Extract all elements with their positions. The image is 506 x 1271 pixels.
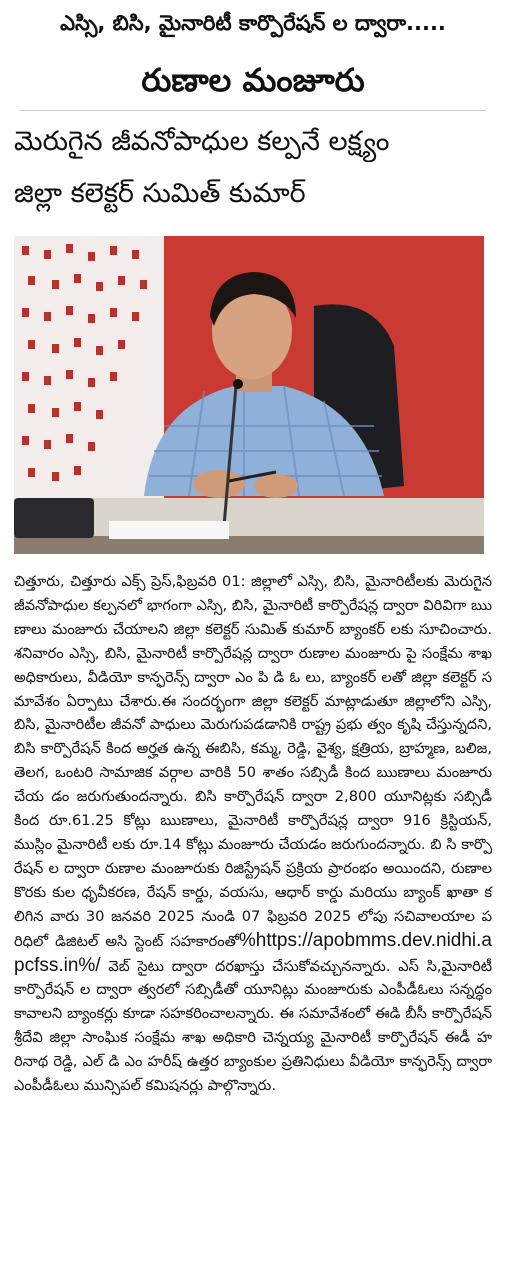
article-body-part2: వెబ్ సైటు ద్వారా దరఖాస్తు చేసుకోవచ్చునన్నారు. ఎస్ సి,మైనారిటీ కార్పొరేషన్ ల ద్వారా త్వరలో సబ్సిడీతో యూనిట్లు మంజూరుకు ఎంపీడీఓలు సన్నద్ధం కావాలని బ్యాంకర్లు కూడా సహకరించాలన్నారు. ఈ సమావేశంలో ఈడి బీసీ కార్పొరేషన్ శ్రీదేవి జిల్లా సాంఘిక సంక్షేమ శాఖ అధికారి చెన్నయ్య మైనారిటీ కార్పొరేషన్ ఈడీ హరినాథ రెడ్డి, ఎల్ డి ఎం హరీష్ ఉత్తర బ్యాంకుల ప్రతినిధులు వీడియో కాన్ఫరెన్స్ ద్వారా ఎంపీడీఓలు మున్సిపల్ కమిషనర్లు పాల్గొన్నారు. <box>14 957 492 1095</box>
subheadline-goal: మెరుగైన జీవనోపాధుల కల్పనే లక్ష్యం <box>14 126 390 157</box>
application-website-url: %https://apobmms.dev.nidhi.apcfss.in%/ <box>14 929 492 976</box>
divider <box>20 110 486 111</box>
article-body <box>14 570 492 1098</box>
news-photo <box>14 236 484 554</box>
subheadline-collector: జిల్లా కలెక్టర్ సుమిత్ కుమార్ <box>14 178 306 209</box>
article-body-part1: చిత్తూరు, చిత్తూరు ఎక్స్ ప్రెస్,ఫిబ్రవరి 01: జిల్లాలో ఎస్సి, బిసి, మైనారిటీలకు మెరుగైన జీవనోపాధుల కల్పనలో భాగంగా ఎస్సి, బిసి, మైనారిటీ కార్పొరేషన్ల ద్వారా విరివిగా ఋణాలు మంజూరు చేయాలని జిల్లా కలెక్టర్ సుమిత్ కుమార్ బ్యాంకర్ లకు సూచించారు. శనివారం ఎస్సి, బిసి, మైనారిటీ కార్పొరేషన్ల ద్వారా రుణాల మంజూరు పై సంక్షేమ శాఖ అధికారులు, వీడియో కాన్ఫరెన్స్ ద్వారా ఎం పి డి ఓ లు, బ్యాంకర్ లతో జిల్లా కలెక్టర్ సమావేశం ఏర్పాటు చేశారు.ఈ సందర్భంగా జిల్లా కలెక్టర్ మాట్లాడుతూ జిల్లాలోని ఎస్సి, బిసి, మైనారిటీల జీవనో పాధులు మెరుగుపడడానికి రాష్ట్ర ప్రభు త్వం కృషి చేస్తున్నదని, బిసి కార్పొరేషన్ కింద అర్హత ఉన్న ఈబిసి, కమ్మ, రెడ్డి, వైశ్య, క్షత్రియ, బ్రాహ్మణ, బలిజ, తెలగ, ఒంటరి సామాజిక వర్గాల వారికి 50 శాతం సబ్సిడీ కింద ఋణాలు మంజూరు చేయ డం జరుగుతుందన్నారు. బిసి కార్పొరేషన్ ద్వారా 2,800 యూనిట్లకు సబ్సిడీ కింద రూ.61.25 కోట్లు ఋణాలు, మైనారిటీ కార్పొరేషన్ల ద్వారా 916 క్రిస్టియన్, ముస్లిం మైనారిటీ లకు రూ.14 కోట్లు మంజూరు చేయడం జరుగుందన్నారు. బి సి కార్పొ రేషన్ ల ద్వారా రుణాల మంజూరుకు రిజిస్ట్రేషన్ ప్రక్రియ ప్రారంభం అయిందని, రుణాల కొరకు కుల ధృవీకరణ, రేషన్ కార్డు, వయసు, ఆధార్ కార్డు మరియు బ్యాంక్ ఖాతా కలిగిన వారు 30 జనవరి 2025 నుండి 07 ఫిబ్రవరి 2025 లోపు సచివాలయాల పరిధిలో డిజిటల్ అసి స్టెంట్ సహకారంతో <box>14 573 492 950</box>
headline-kicker: ఎస్సి, బిసి, మైనారిటీ కార్పొరేషన్ ల ద్వారా..... <box>60 11 446 35</box>
collector-photo-illustration <box>14 236 484 554</box>
headline-title: రుణాల మంజూరు <box>141 61 365 99</box>
